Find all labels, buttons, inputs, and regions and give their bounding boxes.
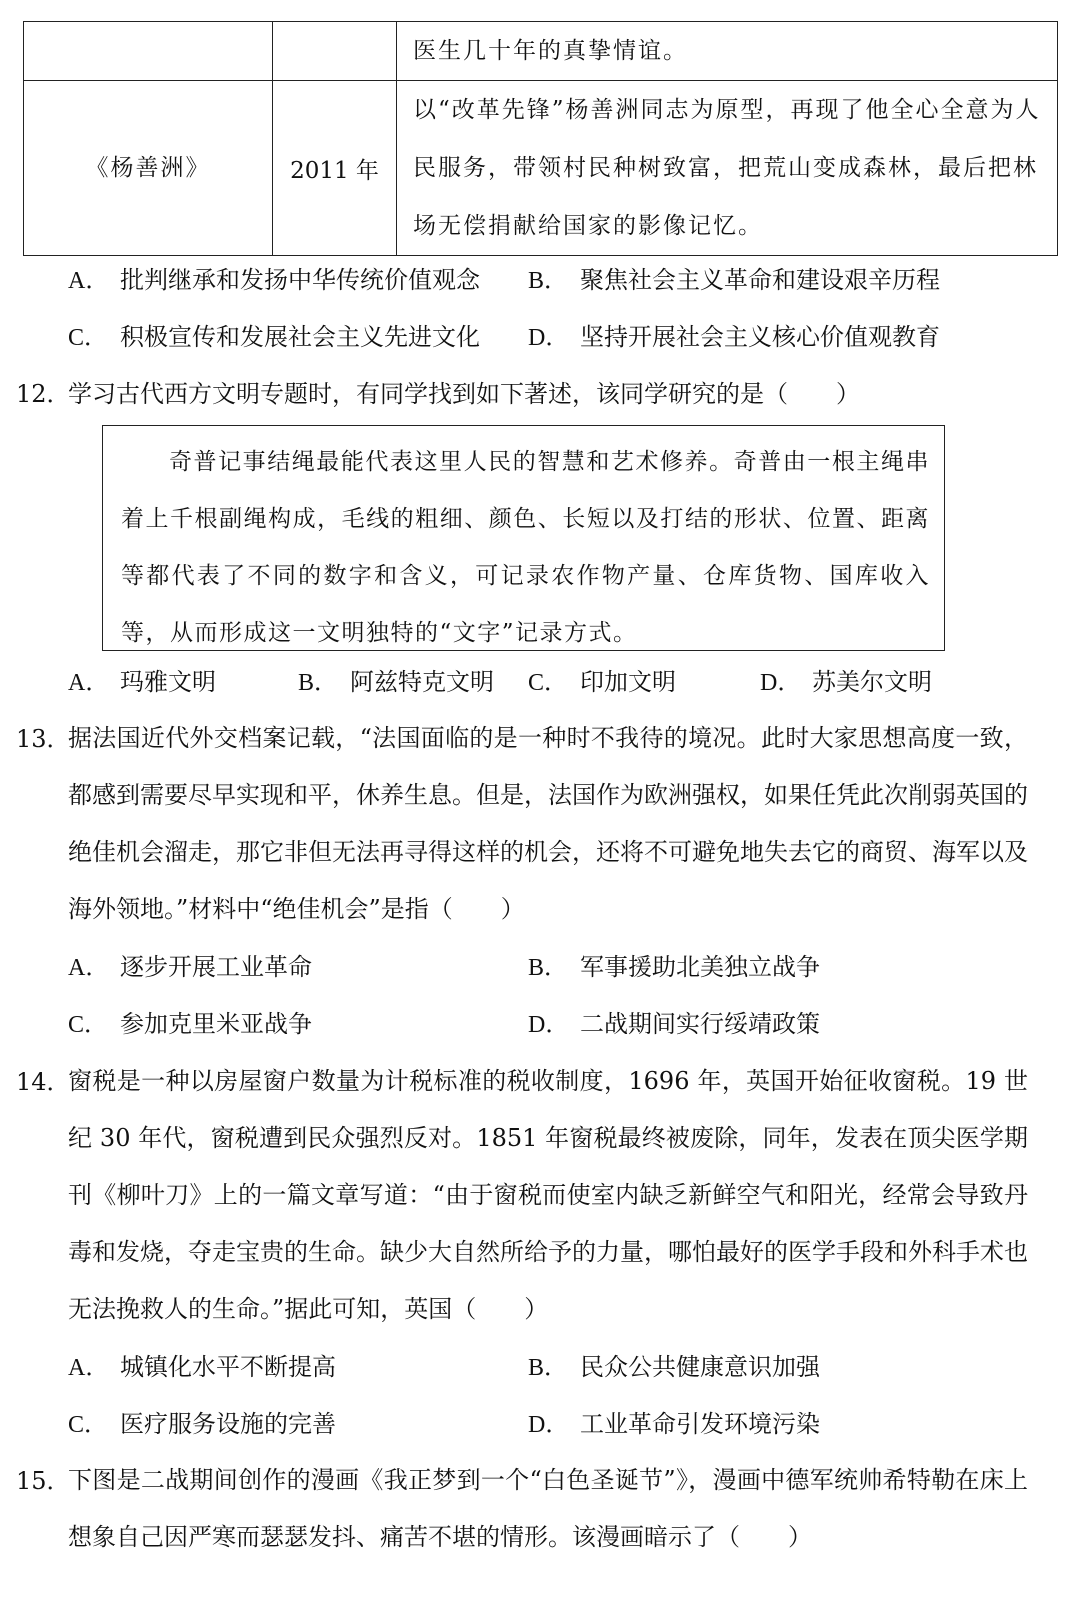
- option-text: 玛雅文明: [120, 668, 216, 696]
- option-label: B．: [298, 670, 339, 696]
- option-label: B．: [528, 955, 569, 981]
- option-label: C．: [68, 325, 109, 351]
- option-text: 军事援助北美独立战争: [580, 953, 820, 981]
- option-label: C．: [68, 1412, 109, 1438]
- option-label: B．: [528, 268, 569, 294]
- quote-box: 奇普记事结绳最能代表这里人民的智慧和艺术修养。奇普由一根主绳串着上千根副绳构成，毛线的粗细、颜色、长短以及打结的形状、位置、距离等都代表了不同的数字和含义，可记录农作物产量、仓库货物、国库收入等，从而形成这一文明独特的“文字”记录方式。: [102, 425, 945, 651]
- table-cell-description: 医生几十年的真挚情谊。: [397, 22, 1058, 81]
- table-cell: [273, 22, 397, 81]
- option-c: [68, 1407, 336, 1442]
- question-number: 15．: [16, 1467, 71, 1495]
- option-label: D．: [528, 1412, 570, 1438]
- option-label: C．: [528, 670, 569, 696]
- option-a: [68, 263, 480, 298]
- option-a: [68, 665, 216, 700]
- option-d: [528, 320, 940, 355]
- option-b: [528, 263, 940, 298]
- option-text: 医疗服务设施的完善: [120, 1410, 336, 1438]
- option-text: 印加文明: [580, 668, 676, 696]
- table-cell-description: 以“改革先锋”杨善洲同志为原型，再现了他全心全意为人民服务，带领村民种树致富，把荒山变成森林，最后把林场无偿捐献给国家的影像记忆。: [397, 81, 1058, 256]
- option-c: [68, 1007, 312, 1042]
- table-cell-film-title: 《杨善洲》: [24, 81, 273, 256]
- option-text: 民众公共健康意识加强: [580, 1353, 820, 1381]
- option-text: 参加克里米亚战争: [120, 1010, 312, 1038]
- option-b: [528, 1350, 820, 1385]
- option-label: A．: [68, 670, 110, 696]
- option-d: [528, 1007, 820, 1042]
- option-label: D．: [528, 1012, 570, 1038]
- table-row: [24, 22, 1058, 81]
- option-a: [68, 950, 312, 985]
- option-label: A．: [68, 268, 110, 294]
- option-text: 坚持开展社会主义核心价值观教育: [580, 323, 940, 351]
- option-text: 聚焦社会主义革命和建设艰辛历程: [580, 266, 940, 294]
- option-a: [68, 1350, 336, 1385]
- question-stem: 窗税是一种以房屋窗户数量为计税标准的税收制度，1696 年，英国开始征收窗税。19 世纪 30 年代，窗税遭到民众强烈反对。1851 年窗税最终被废除，同年，发表在顶尖医学期刊《柳叶刀》上的一篇文章写道：“由于窗税而使室内缺乏新鲜空气和阳光，经常会导致丹毒和发烧，夺走宝贵的生命。缺少大自然所给予的力量，哪怕最好的医学手段和外科手术也无法挽救人的生命。”据此可知，英国（ ）: [68, 1067, 1028, 1323]
- option-label: C．: [68, 1012, 109, 1038]
- option-text: 城镇化水平不断提高: [120, 1353, 336, 1381]
- option-d: [760, 665, 932, 700]
- question-stem: 下图是二战期间创作的漫画《我正梦到一个“白色圣诞节”》，漫画中德军统帅希特勒在床上想象自己因严寒而瑟瑟发抖、痛苦不堪的情形。该漫画暗示了（ ）: [68, 1466, 1028, 1551]
- table-cell: [24, 22, 273, 81]
- table-row: [24, 81, 1058, 256]
- option-text: 工业革命引发环境污染: [580, 1410, 820, 1438]
- question-number: 13．: [16, 725, 71, 753]
- option-text: 逐步开展工业革命: [120, 953, 312, 981]
- option-b: [528, 950, 820, 985]
- option-b: [298, 665, 494, 700]
- option-d: [528, 1407, 820, 1442]
- option-label: A．: [68, 955, 110, 981]
- option-text: 积极宣传和发展社会主义先进文化: [120, 323, 480, 351]
- question-stem: 据法国近代外交档案记载，“法国面临的是一种时不我待的境况。此时大家思想高度一致，都感到需要尽早实现和平，休养生息。但是，法国作为欧洲强权，如果任凭此次削弱英国的绝佳机会溜走，那它非但无法再寻得这样的机会，还将不可避免地失去它的商贸、海军以及海外领地。”材料中“绝佳机会”是指（ ）: [68, 724, 1028, 923]
- option-label: D．: [528, 325, 570, 351]
- option-c: [528, 665, 676, 700]
- option-text: 阿兹特克文明: [350, 668, 494, 696]
- question-number: 14．: [16, 1068, 71, 1096]
- question-stem: 学习古代西方文明专题时，有同学找到如下著述，该同学研究的是（ ）: [68, 380, 860, 408]
- option-label: D．: [760, 670, 802, 696]
- option-c: [68, 320, 480, 355]
- question-number: 12．: [16, 380, 71, 408]
- option-label: A．: [68, 1355, 110, 1381]
- table-cell-year: 2011 年: [273, 81, 397, 256]
- film-table: [23, 21, 1058, 256]
- option-text: 批判继承和发扬中华传统价值观念: [120, 266, 480, 294]
- option-text: 二战期间实行绥靖政策: [580, 1010, 820, 1038]
- option-text: 苏美尔文明: [812, 668, 932, 696]
- option-label: B．: [528, 1355, 569, 1381]
